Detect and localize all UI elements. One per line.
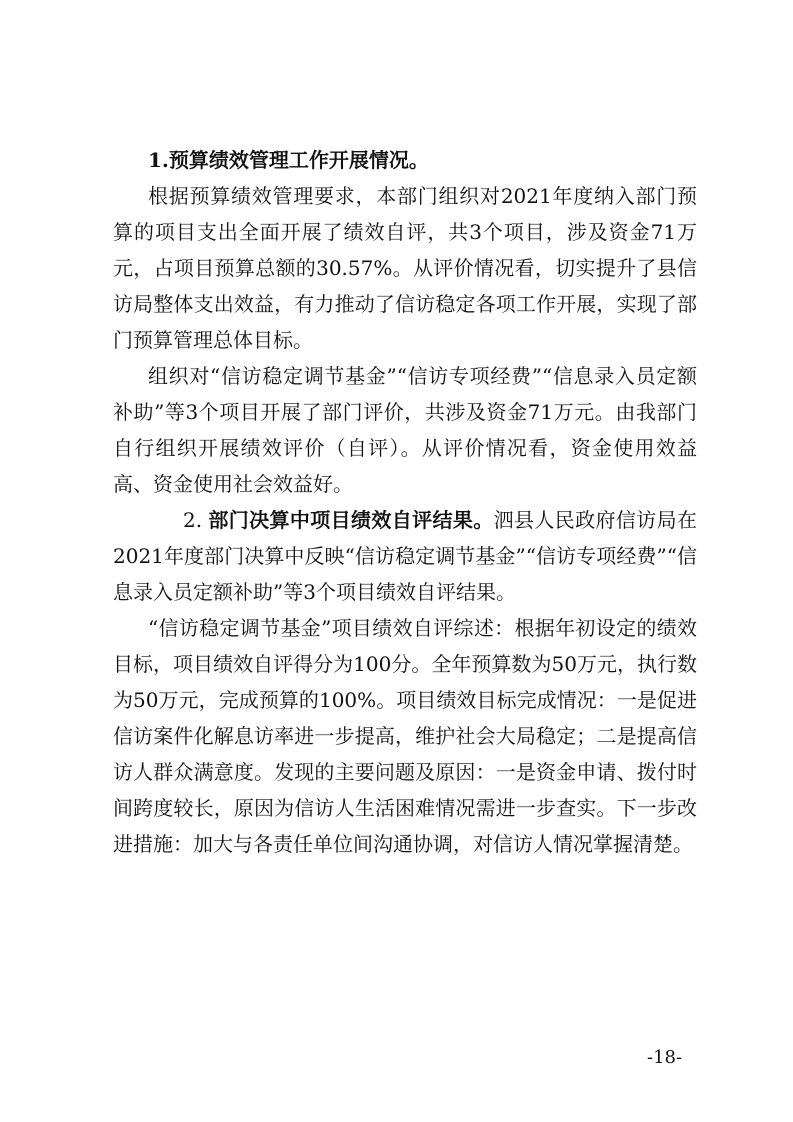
section-2-lead: 部门决算中项目绩效自评结果。 xyxy=(208,508,494,532)
section-2-number: 2. xyxy=(183,508,203,532)
section-2-paragraph-2: “信访稳定调节基金”项目绩效自评综述：根据年初设定的绩效目标，项目绩效自评得分为100分。全年预算数为50万元，执行数为50万元，完成预算的100%。项目绩效目标完成情况：一是促进信访案件化解息访率进一步提高，维护社会大局稳定；二是提高信访人群众满意度。发现的主要问题及原因：一是资金申请、拨付时间跨度较长，原因为信访人生活困难情况需进一步查实。下一步改进措施：加大与各责任单位间沟通协调，对信访人情况掌握清楚。 xyxy=(113,616,697,856)
section-2-paragraph-1-text: 泗县人民政府信访局在2021年度部门决算中反映“信访稳定调节基金”“信访专项经费”“信息录入员定额补助”等3个项目绩效自评结果。 xyxy=(113,508,697,604)
page-number: -18- xyxy=(647,1047,683,1068)
section-1-paragraph-1: 根据预算绩效管理要求，本部门组织对2021年度纳入部门预算的项目支出全面开展了绩效自评，共3个项目，涉及资金71万元，占项目预算总额的30.57%。从评价情况看，切实提升了县信访局整体支出效益，有力推动了信访稳定各项工作开展，实现了部门预算管理总体目标。 xyxy=(113,184,697,352)
section-1-paragraph-2: 组织对“信访稳定调节基金”“信访专项经费”“信息录入员定额补助”等3个项目开展了部门评价，共涉及资金71万元。由我部门自行组织开展绩效评价（自评）。从评价情况看，资金使用效益高、资金使用社会效益好。 xyxy=(113,364,697,496)
section-2-paragraph-1 xyxy=(113,502,697,610)
section-1-heading: 1.预算绩效管理工作开展情况。 xyxy=(148,148,429,172)
document-body xyxy=(113,142,697,862)
